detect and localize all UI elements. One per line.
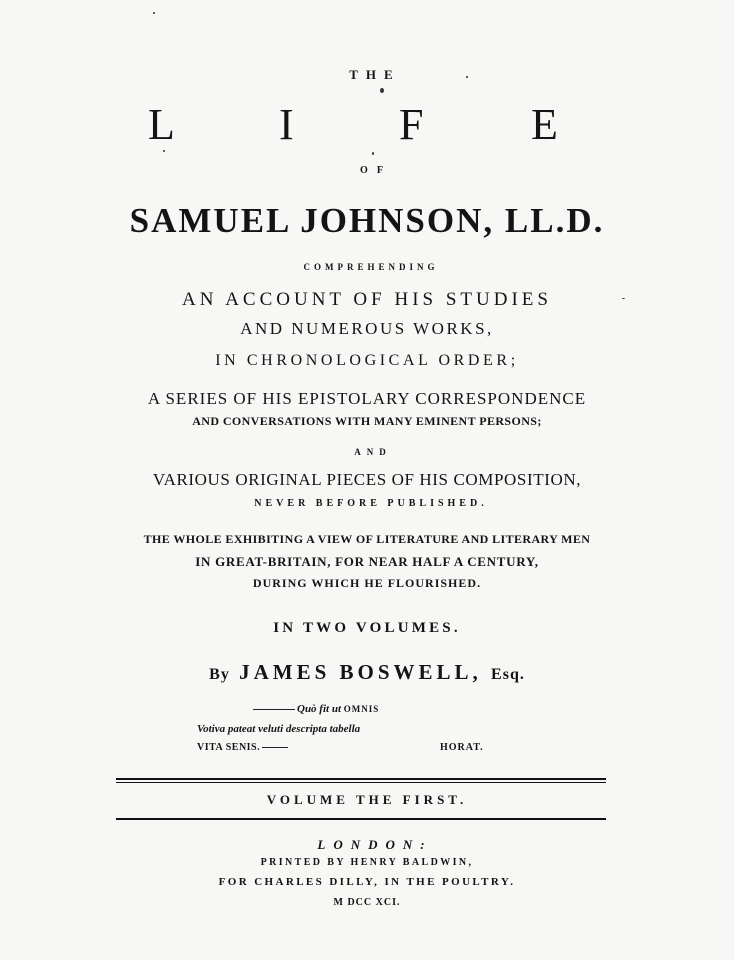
during-line: DURING WHICH HE FLOURISHED.	[252, 576, 482, 590]
author-name: JAMES BOSWELL,	[239, 660, 482, 684]
imprint-printer: PRINTED BY HENRY BALDWIN,	[260, 857, 474, 868]
ink-speck	[372, 152, 374, 155]
ink-speck	[466, 76, 468, 78]
conversations-line: AND CONVERSATIONS WITH MANY EMINENT PERSONS;	[192, 414, 542, 428]
life-letter-e: E	[531, 100, 558, 149]
chronological-line: IN CHRONOLOGICAL ORDER;	[215, 352, 519, 369]
epigraph-line-2: Votiva pateat veluti descripta tabella	[197, 723, 361, 735]
life-letter-f: F	[399, 100, 424, 149]
account-line: AN ACCOUNT OF HIS STUDIES	[182, 289, 552, 310]
and-line: AND	[354, 447, 392, 457]
by-prefix: By	[209, 666, 230, 683]
the-heading: THE	[349, 67, 401, 82]
imprint-date: M DCC XCI.	[333, 897, 401, 908]
epigraph-attribution: HORAT.	[440, 742, 484, 753]
ink-speck	[380, 88, 384, 93]
works-line: AND NUMEROUS WORKS,	[240, 319, 494, 338]
epigraph-line-1-italic: Quò fit ut	[297, 703, 342, 715]
epigraph-line-3	[197, 743, 288, 753]
author-suffix: Esq.	[491, 666, 525, 683]
author-line	[0, 662, 734, 683]
bottom-rule	[116, 818, 606, 820]
comprehending-line: COMPREHENDING	[303, 262, 439, 272]
great-britain-line: IN GREAT-BRITAIN, FOR NEAR HALF A CENTURY,	[195, 554, 539, 569]
life-letter-l: L	[148, 100, 175, 149]
volumes-line: IN TWO VOLUMES.	[273, 620, 461, 636]
series-line: A SERIES OF HIS EPISTOLARY CORRESPONDENCE	[147, 389, 587, 408]
epigraph-dash	[253, 709, 295, 710]
ink-speck	[153, 12, 155, 14]
subject-name: SAMUEL JOHNSON, LL.D.	[129, 201, 605, 240]
epigraph-line-1	[253, 704, 379, 715]
epigraph-dash-end	[262, 747, 288, 748]
top-rule-thin	[116, 782, 606, 783]
top-rule	[116, 778, 606, 780]
imprint-city: LONDON:	[317, 837, 433, 852]
of-heading: OF	[360, 165, 392, 176]
ink-speck	[163, 150, 165, 152]
never-published-line: NEVER BEFORE PUBLISHED.	[254, 498, 488, 509]
ink-speck	[622, 298, 625, 299]
epigraph-line-1-caps: OMNIS	[343, 704, 380, 714]
various-line: VARIOUS ORIGINAL PIECES OF HIS COMPOSITION,	[152, 470, 582, 489]
life-letter-i: I	[279, 100, 294, 149]
whole-line: THE WHOLE EXHIBITING A VIEW OF LITERATURE AND LITERARY MEN	[143, 532, 591, 546]
epigraph-line-3-text: VITA SENIS.	[197, 742, 261, 753]
imprint-publisher: FOR CHARLES DILLY, IN THE POULTRY.	[218, 876, 516, 888]
volume-label: VOLUME THE FIRST.	[266, 792, 468, 807]
